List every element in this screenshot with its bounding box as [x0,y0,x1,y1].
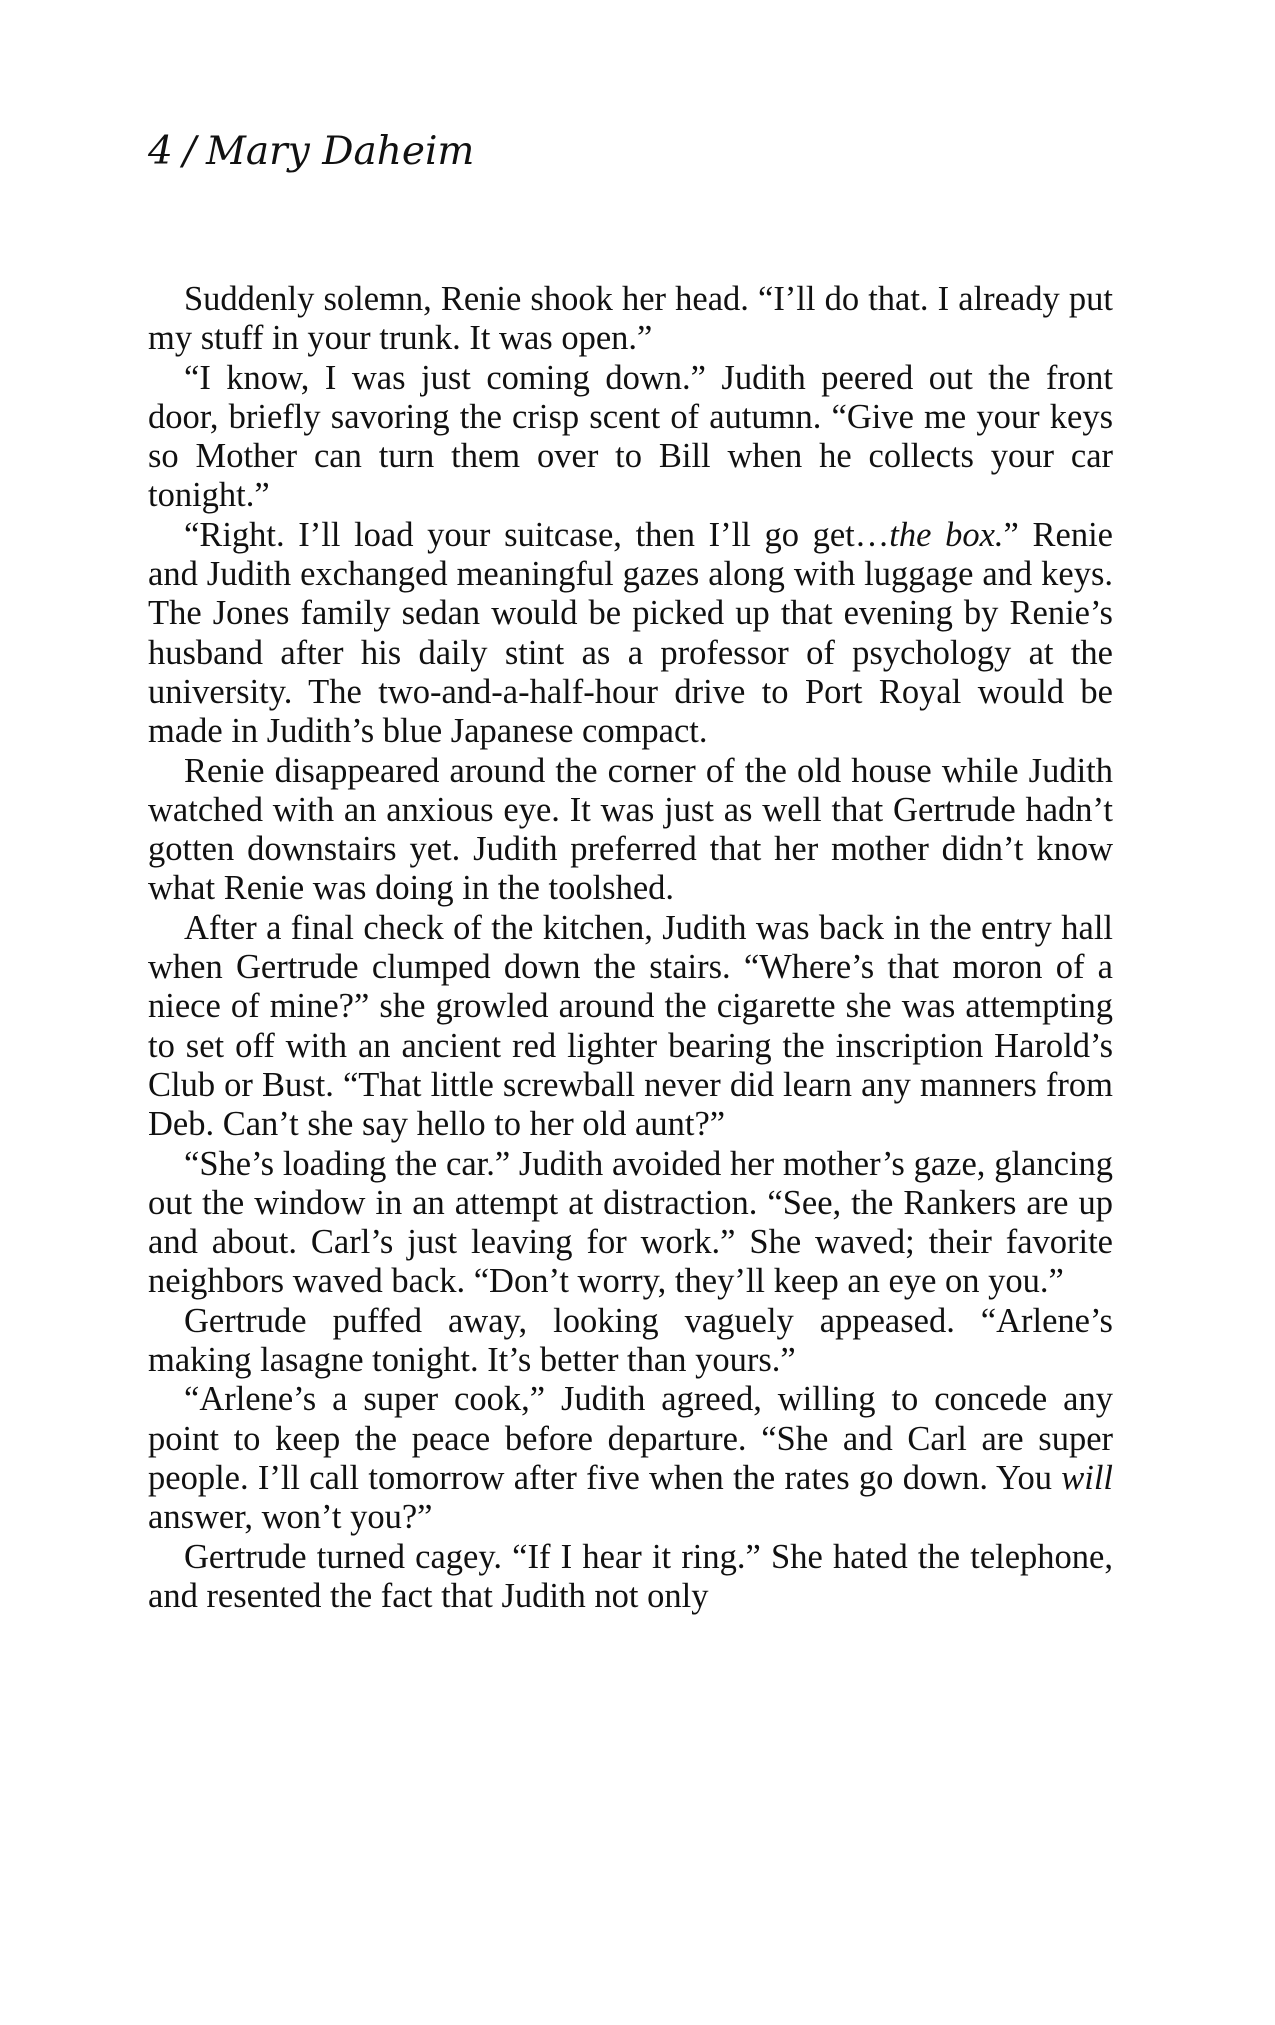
page-number: 4 [148,129,173,174]
paragraph-3 [148,516,1113,752]
paragraph-3-emphasis: the box. [889,515,1004,554]
paragraph-9: Gertrude turned cagey. “If I hear it ring.” She hated the telephone, and resented the fact that Judith not only [148,1537,1113,1615]
paragraph-7: Gertrude puffed away, looking vaguely appeased. “Arlene’s making lasagne tonight. It’s better than yours.” [148,1301,1113,1380]
paragraph-8-emphasis: will [1061,1458,1113,1497]
paragraph-4: Renie disappeared around the corner of the old house while Judith watched with an anxious eye. It was just as well that Gertrude hadn’t gotten downstairs yet. Judith preferred that her mother didn’t know what Renie was doing in the toolshed. [148,751,1113,908]
paragraph-6: “She’s loading the car.” Judith avoided her mother’s gaze, glancing out the window in an attempt at distraction. “See, the Rankers are up and about. Carl’s just leaving for work.” She waved; their favorite neighbors waved back. “Don’t worry, they’ll keep an eye on you.” [148,1144,1113,1301]
running-head [148,128,474,176]
paragraph-5: After a final check of the kitchen, Judith was back in the entry hall when Gertrude clumped down the stairs. “Where’s that moron of a niece of mine?” she growled around the cigarette she was attempting to set off with an ancient red lighter bearing the inscription Harold’s Club or Bust. “That little screwball never did learn any manners from Deb. Can’t she say hello to her old aunt?” [148,908,1113,1144]
paragraph-8-text-after: answer, won’t you?” [148,1498,433,1537]
paragraph-8 [148,1380,1113,1537]
paragraph-3-text-after: ” Renie and Judith exchanged meaningful gazes along with luggage and keys. The Jones family sedan would be picked up that evening by Renie’s husband after his daily stint as a professor of psychology at the university. The two-and-a-half-hour drive to Port Royal would be made in Judith’s blue Japanese compact. [148,515,1113,751]
author-name: Mary Daheim [205,129,475,174]
paragraph-8-text-before: “Arlene’s a super cook,” Judith agreed, willing to concede any point to keep the peace before departure. “She and Carl are super people. I’ll call tomorrow after five when the rates go down. You [148,1380,1113,1497]
header-separator: / [182,129,196,174]
paragraph-3-text-before: “Right. I’ll load your suitcase, then I’ll go get… [184,515,890,554]
paragraph-2: “I know, I was just coming down.” Judith peered out the front door, briefly savoring the crisp scent of autumn. “Give me your keys so Mother can turn them over to Bill when he collects your car tonight.” [148,358,1113,515]
body-text [148,280,1113,1616]
paragraph-1: Suddenly solemn, Renie shook her head. “I’ll do that. I already put my stuff in your trunk. It was open.” [148,280,1113,358]
